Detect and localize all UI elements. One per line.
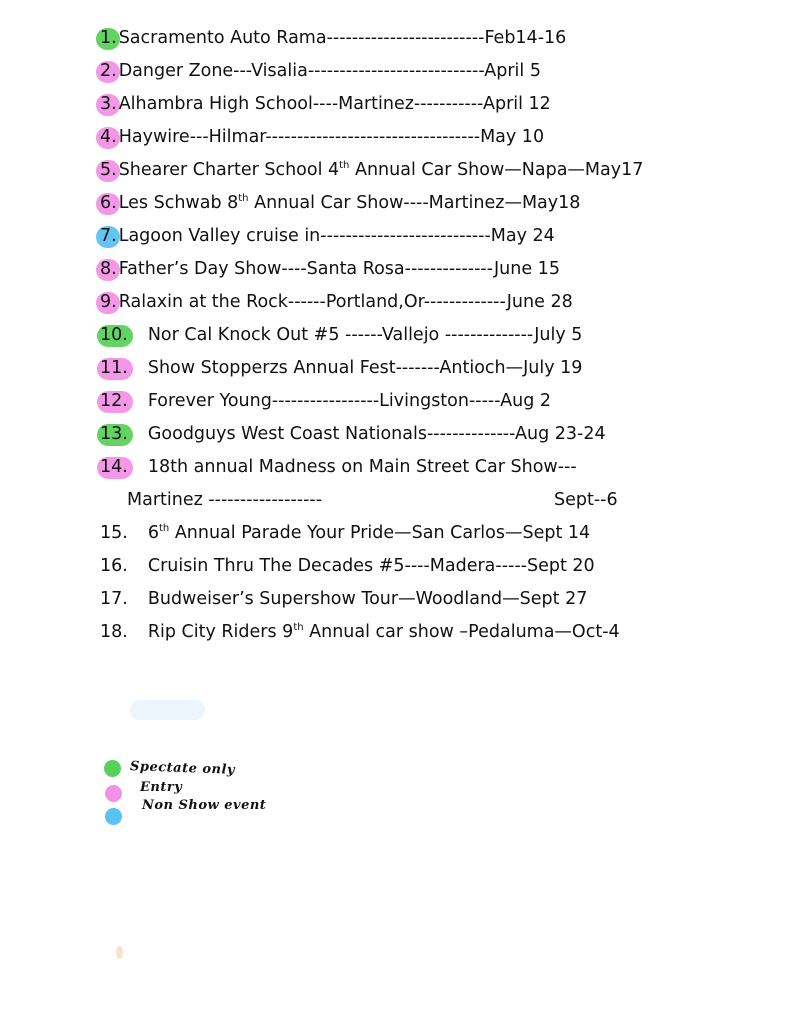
event-number (100, 616, 128, 649)
event-number-text: 6. (100, 193, 117, 213)
event-row (100, 451, 790, 484)
event-number (100, 385, 128, 418)
event-title: Budweiser’s Supershow Tour—Woodland—Sept 27 (147, 589, 588, 609)
event-row (100, 88, 790, 121)
car-show-event-list (100, 22, 790, 649)
legend-label-non-show: Non Show event (142, 798, 267, 813)
event-number-text: 11. (100, 358, 128, 378)
event-number-text: 1. (100, 28, 117, 48)
event-title: Forever Young-----------------Livingston-----Aug 2 (147, 391, 552, 411)
event-number-text: 2. (100, 61, 117, 81)
event-row (100, 550, 790, 583)
event-row (100, 253, 790, 286)
event-title-part: Annual Parade Your Pride—San Carlos—Sept 14 (169, 523, 591, 543)
event-number-text: 15. (100, 523, 128, 543)
ordinal-suffix: th (339, 160, 350, 172)
event-row (100, 121, 790, 154)
event-title-part: Rip City Riders 9 (147, 622, 294, 642)
event-row (100, 319, 790, 352)
event-title (148, 622, 620, 642)
ordinal-suffix: th (293, 622, 304, 634)
event-number-text: 7. (100, 226, 117, 246)
event-number (100, 154, 117, 187)
event-number (100, 121, 117, 154)
event-title: Goodguys West Coast Nationals--------------Aug 23-24 (147, 424, 606, 444)
ordinal-suffix: th (158, 523, 170, 535)
event-row (100, 55, 790, 88)
event-row (100, 616, 790, 649)
legend-label-entry: Entry (140, 780, 183, 795)
event-number-text: 12. (100, 391, 128, 411)
event-row (100, 352, 790, 385)
event-title (119, 160, 644, 180)
event-title: Show Stopperzs Annual Fest-------Antioch—July 19 (147, 358, 583, 378)
ordinal-suffix: th (238, 193, 249, 205)
event-number (100, 352, 128, 385)
event-number-text: 3. (100, 94, 117, 114)
event-date: Sept--6 (554, 490, 618, 510)
event-number-text: 9. (100, 292, 117, 312)
event-title-part: 6 (147, 523, 159, 543)
event-number (100, 55, 117, 88)
event-title-part: Annual car show –Pedaluma—Oct-4 (303, 622, 620, 642)
event-number (100, 253, 117, 286)
event-number (100, 187, 117, 220)
event-title (148, 523, 590, 543)
event-number-text: 4. (100, 127, 117, 147)
event-number (100, 517, 128, 550)
event-number (100, 319, 128, 352)
event-number (100, 220, 117, 253)
legend-pink-dot (105, 785, 122, 802)
event-title: Father’s Day Show----Santa Rosa--------------June 15 (118, 259, 560, 279)
event-row (100, 220, 790, 253)
event-number (100, 418, 128, 451)
event-number-text: 5. (100, 160, 117, 180)
event-title: 18th annual Madness on Main Street Car Show--- (147, 457, 577, 477)
event-row (100, 583, 790, 616)
event-number-text: 18. (100, 622, 128, 642)
event-title: Alhambra High School----Martinez-----------April 12 (118, 94, 551, 114)
faint-ink-smudge (130, 700, 205, 720)
event-title: Sacramento Auto Rama-------------------------Feb14-16 (118, 28, 567, 48)
event-number-text: 16. (100, 556, 128, 576)
event-number-text: 13. (100, 424, 128, 444)
event-number (100, 451, 128, 484)
event-title: Lagoon Valley cruise in---------------------------May 24 (118, 226, 555, 246)
event-row (100, 385, 790, 418)
event-row (100, 22, 790, 55)
event-number-text: 17. (100, 589, 128, 609)
event-title: Haywire---Hilmar----------------------------------May 10 (118, 127, 545, 147)
event-location: Martinez ------------------ (127, 490, 323, 510)
event-number (100, 550, 128, 583)
event-title-part: Les Schwab 8 (118, 193, 239, 213)
event-number (100, 286, 117, 319)
legend-green-dot (104, 760, 121, 777)
legend-blue-dot (105, 808, 122, 825)
event-title: Danger Zone---Visalia----------------------------April 5 (118, 61, 541, 81)
event-row (100, 517, 790, 550)
event-number (100, 22, 117, 55)
event-title: Cruisin Thru The Decades #5----Madera-----Sept 20 (147, 556, 595, 576)
event-title: Ralaxin at the Rock------Portland,Or-------------June 28 (118, 292, 573, 312)
event-number-text: 10. (100, 325, 128, 345)
event-row (100, 187, 790, 220)
legend-label-spectate: Spectate only (129, 759, 236, 778)
event-number-text: 14. (100, 457, 128, 477)
paper-speck (116, 946, 123, 959)
event-row-continuation (127, 484, 790, 517)
event-row (100, 154, 790, 187)
event-row (100, 286, 790, 319)
event-number (100, 88, 117, 121)
event-row (100, 418, 790, 451)
event-title (119, 193, 581, 213)
event-title-part: Annual Car Show—Napa—May17 (349, 160, 644, 180)
event-title-part: Shearer Charter School 4 (118, 160, 340, 180)
event-title: Nor Cal Knock Out #5 ------Vallejo --------------July 5 (147, 325, 583, 345)
event-title-part: Annual Car Show----Martinez—May18 (248, 193, 581, 213)
event-number (100, 583, 128, 616)
event-number-text: 8. (100, 259, 117, 279)
